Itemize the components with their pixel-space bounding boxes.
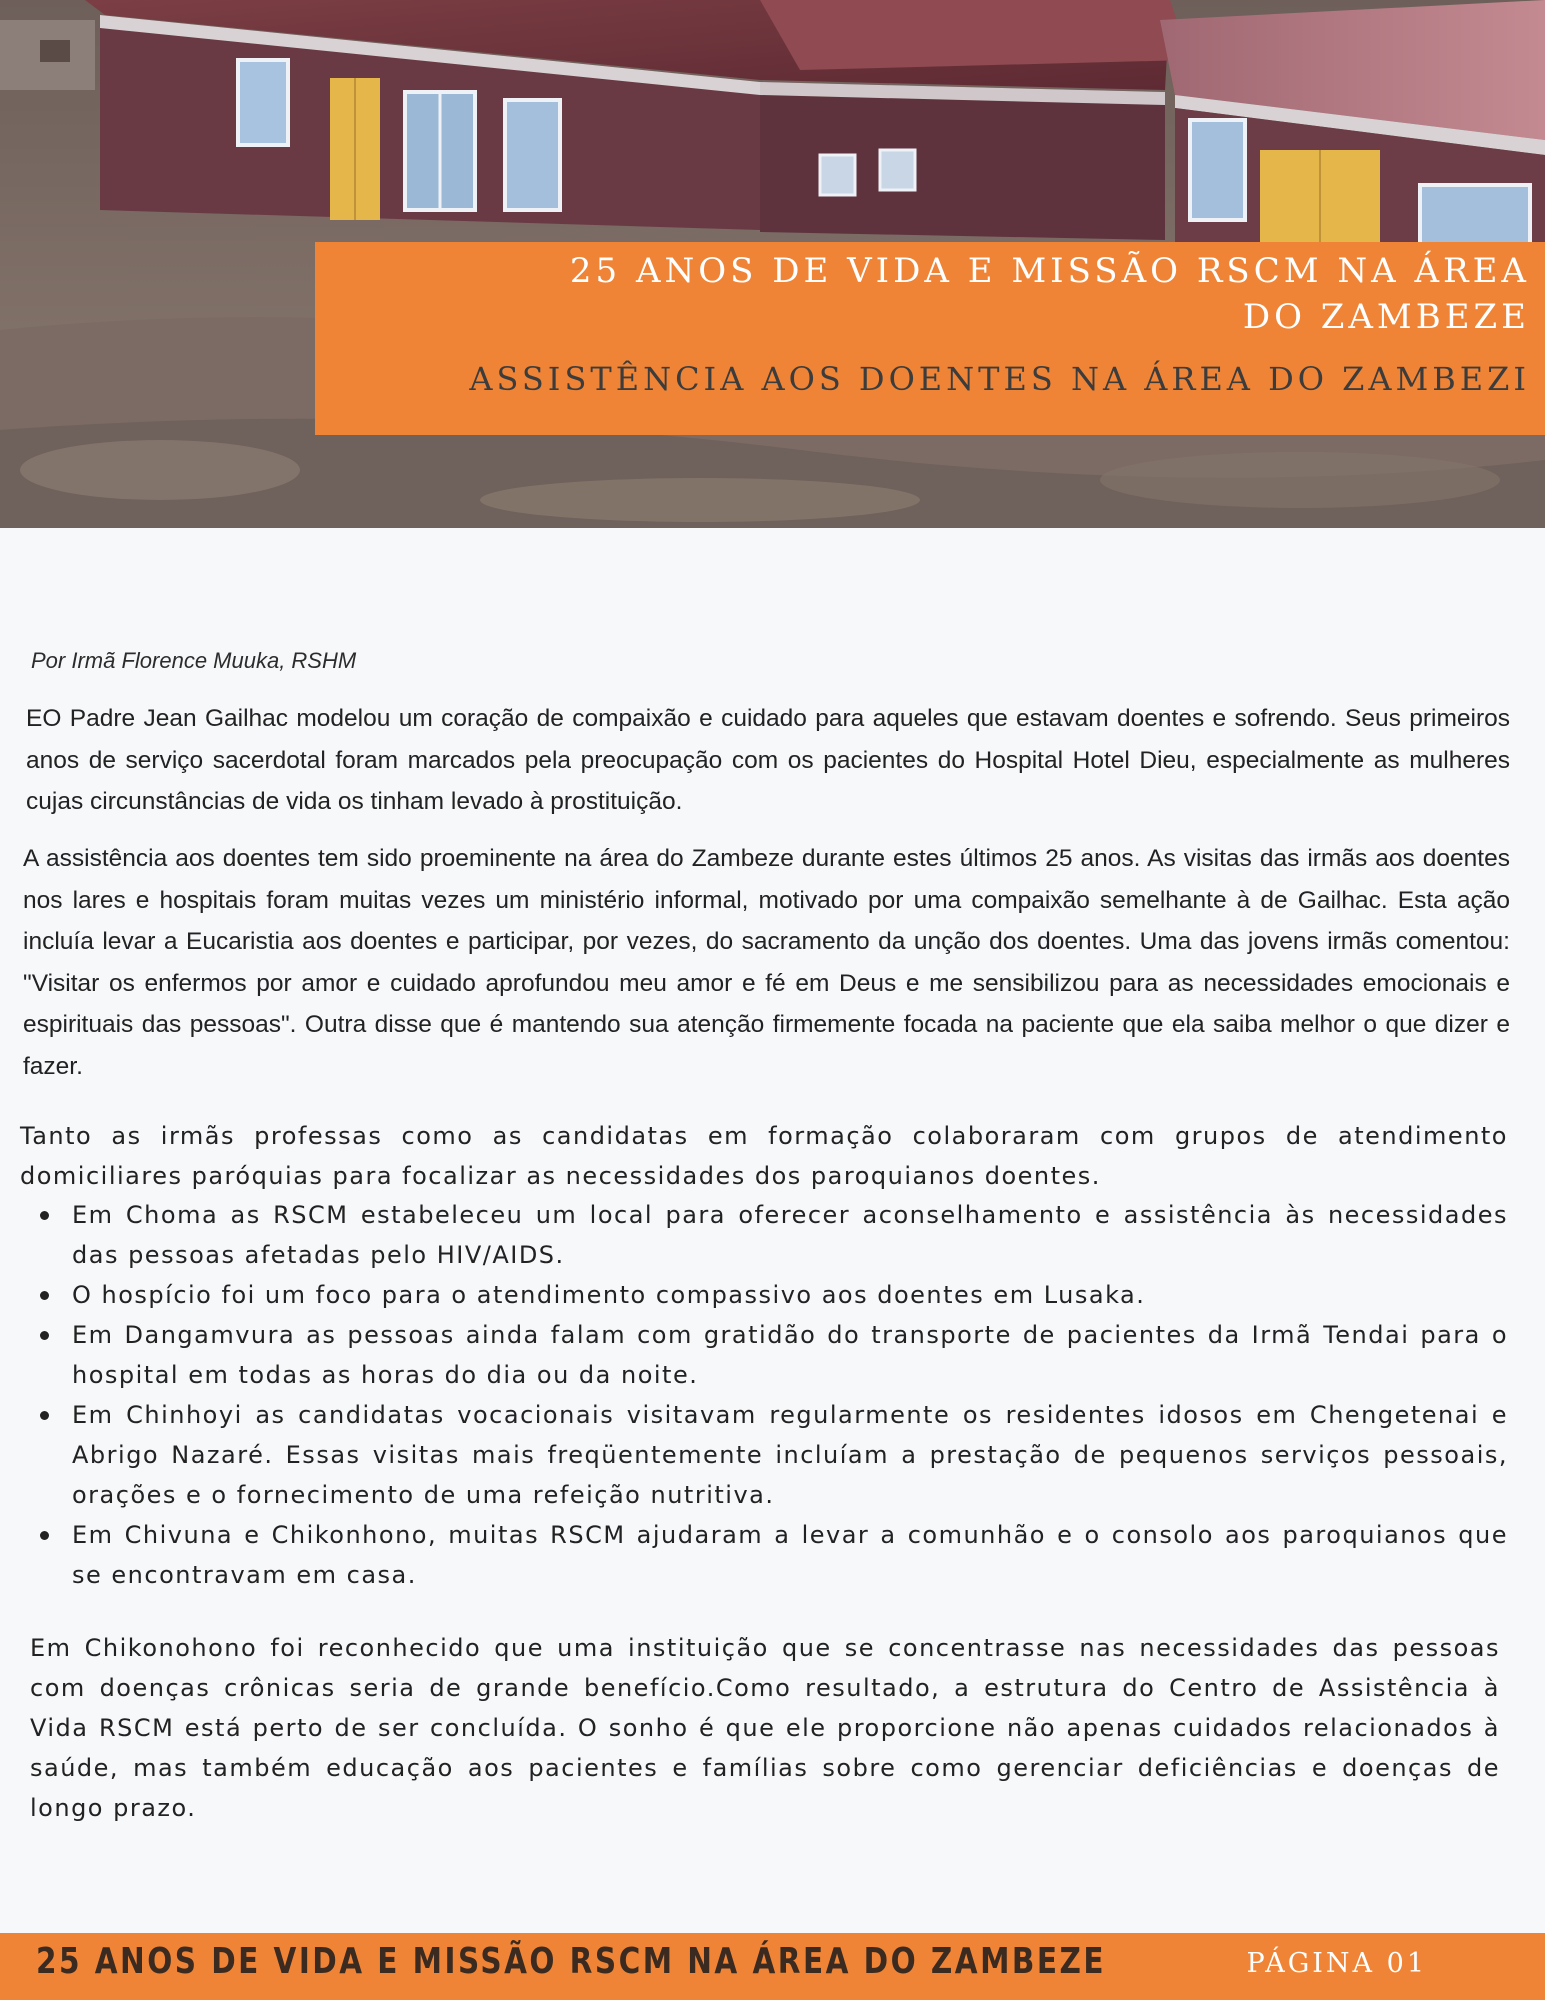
list-item-text: Em Chinhoyi as candidatas vocacionais visitavam regularmente os residentes idosos em Chengetenai e Abrigo Nazaré. Essas visitas mais freqüentemente incluíam a prestação de pequenos serviços pessoais, orações e o fornecimento de uma refeição nutritiva.: [72, 1401, 1508, 1509]
page-title-line-1: 25 ANOS DE VIDA E MISSÃO RSCM NA ÁREA: [569, 251, 1530, 291]
footer-bar: [0, 1933, 1545, 2000]
list-item: [20, 1515, 1508, 1595]
paragraph-conclusion: Em Chikonohono foi reconhecido que uma instituição que se concentrasse nas necessidades das pessoas com doenças crônicas seria de grande benefício.Como resultado, a estrutura do Centro de Assistência à Vida RSCM está perto de ser concluída. O sonho é que ele proporcione não apenas cuidados relacionados à saúde, mas também educação aos pacientes e famílias sobre como gerenciar deficiências e doenças de longo prazo.: [30, 1634, 1500, 1822]
bullet-icon: [40, 1211, 49, 1220]
page-subtitle: ASSISTÊNCIA AOS DOENTES NA ÁREA DO ZAMBEZI: [469, 360, 1530, 398]
page-title: [570, 248, 1530, 340]
footer-title: 25 ANOS DE VIDA E MISSÃO RSCM NA ÁREA DO ZAMBEZE: [36, 1941, 1106, 1982]
paragraph-assistance: A assistência aos doentes tem sido proeminente na área do Zambeze durante estes últimos 25 anos. As visitas das irmãs aos doentes nos lares e hospitais foram muitas vezes um ministério informal, motivado por uma compaixão semelhante à de Gailhac. Esta ação incluía levar a Eucaristia aos doentes e participar, por vezes, do sacramento da unção dos doentes. Uma das jovens irmãs comentou: "Visitar os enfermos por amor e cuidado aprofundou meu amor e fé em Deus e me sensibilizou para as necessidades emocionais e espirituais das pessoas". Outra disse que é mantendo sua atenção firmemente focada na paciente que ela saiba melhor o que dizer e fazer.: [23, 845, 1510, 1080]
list-item: [20, 1275, 1508, 1315]
bullet-icon: [40, 1411, 49, 1420]
author-byline: Por Irmã Florence Muuka, RSHM: [31, 648, 357, 673]
list-item-text: Em Chivuna e Chikonhono, muitas RSCM ajudaram a levar a comunhão e o consolo aos paroquianos que se encontravam em casa.: [72, 1521, 1508, 1589]
page-number: PÁGINA 01: [1246, 1948, 1427, 1979]
list-item: [20, 1395, 1508, 1515]
list-item-text: Em Choma as RSCM estabeleceu um local para oferecer aconselhamento e assistência às necessidades das pessoas afetadas pelo HIV/AIDS.: [72, 1201, 1508, 1269]
list-item: [20, 1315, 1508, 1395]
paragraph-collaboration: Tanto as irmãs professas como as candidatas em formação colaboraram com grupos de atendimento domiciliares paróquias para focalizar as necessidades dos paroquianos doentes.: [20, 1122, 1508, 1190]
bullet-icon: [40, 1331, 49, 1340]
bullet-icon: [40, 1291, 49, 1300]
paragraph-intro: EO Padre Jean Gailhac modelou um coração de compaixão e cuidado para aqueles que estavam doentes e sofrendo. Seus primeiros anos de serviço sacerdotal foram marcados pela preocupação com os pacientes do Hospital Hotel Dieu, especialmente as mulheres cujas circunstâncias de vida os tinham levado à prostituição.: [26, 705, 1510, 815]
list-item-text: O hospício foi um foco para o atendimento compassivo aos doentes em Lusaka.: [72, 1281, 1146, 1309]
list-item-text: Em Dangamvura as pessoas ainda falam com gratidão do transporte de pacientes da Irmã Tendai para o hospital em todas as horas do dia ou da noite.: [72, 1321, 1508, 1389]
bullet-icon: [40, 1531, 49, 1540]
page-title-line-2: DO ZAMBEZE: [1242, 297, 1530, 337]
list-item: [20, 1195, 1508, 1275]
bullet-list: [20, 1195, 1508, 1595]
